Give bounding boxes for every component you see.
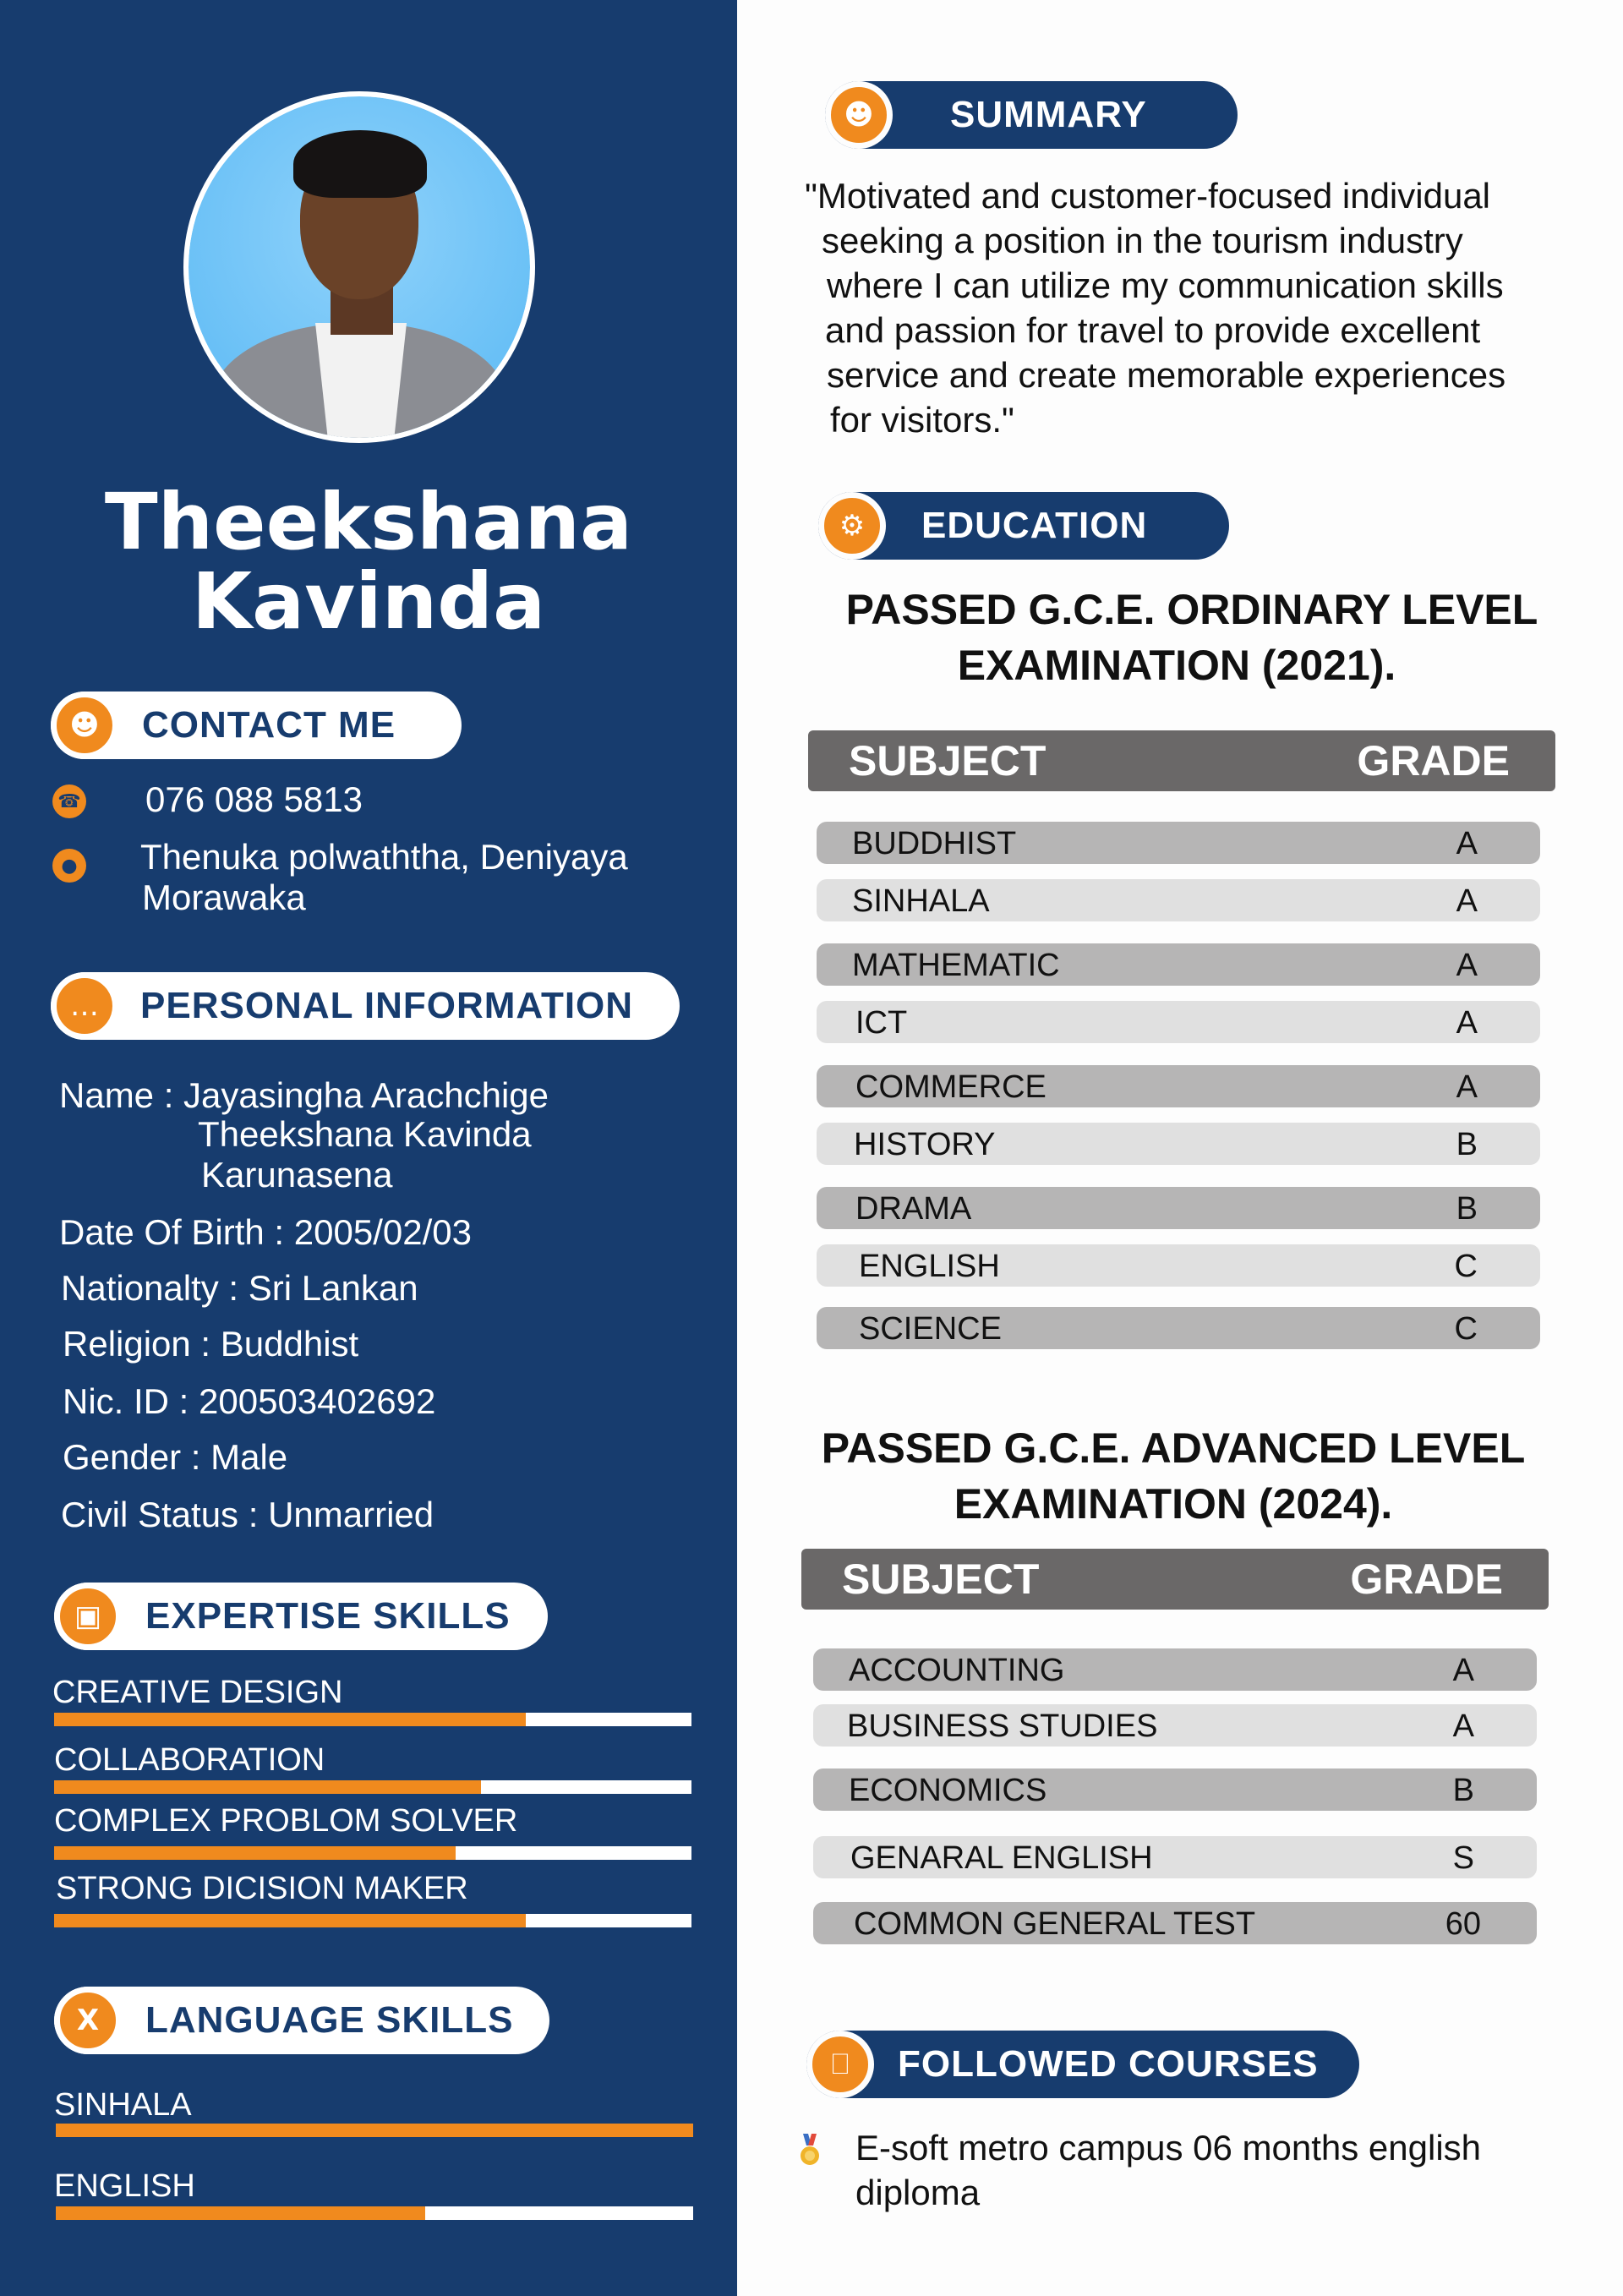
table-row: BUDDHIST A (817, 822, 1540, 864)
nic-id: Nic. ID : 200503402692 (63, 1381, 436, 1421)
head-gear-icon: ⚙ (818, 492, 886, 560)
language-label: SINHALA (54, 2087, 192, 2123)
summary-text: "Motivated and customer-focused individual seeking a position in the tourism industry where I can utilize my communication skills and passion for travel to provide excellent service and create memorable experiences for visitors." (805, 176, 1506, 440)
skill-bar (54, 1914, 691, 1927)
location-pin-icon: ● (52, 849, 86, 883)
date-of-birth: Date Of Birth : 2005/02/03 (59, 1212, 472, 1252)
skill-label: COMPLEX PROBLOM SOLVER (54, 1803, 518, 1839)
skill-bar (54, 1780, 691, 1794)
skill-bar (54, 1713, 691, 1726)
subject-column-header: SUBJECT (842, 1555, 1040, 1603)
address-line-1: Thenuka polwaththa, Deniyaya (140, 837, 628, 877)
last-name: Kavinda (191, 556, 546, 647)
personal-information-heading: … PERSONAL INFORMATION (51, 972, 680, 1040)
table-row: COMMERCE A (817, 1065, 1540, 1107)
table-row: BUSINESS STUDIES A (813, 1704, 1537, 1747)
ol-table-header (808, 730, 1555, 791)
grade-column-header: GRADE (1357, 737, 1510, 784)
ol-exam-title-line-2: EXAMINATION (2021). (957, 642, 1396, 689)
address-line-2: Morawaka (142, 877, 306, 917)
nationality: Nationalty : Sri Lankan (61, 1268, 418, 1308)
table-row: SCIENCE C (817, 1307, 1540, 1349)
summary-heading: ☻ SUMMARY (825, 81, 1238, 149)
expertise-skills-heading: ▣ EXPERTISE SKILLS (54, 1583, 548, 1650)
table-row: ENGLISH C (817, 1244, 1540, 1287)
grade-column-header: GRADE (1350, 1555, 1503, 1603)
language-bar (56, 2206, 693, 2220)
profile-photo (183, 91, 535, 443)
first-name: Theekshana (104, 477, 633, 567)
chat-icon: … (51, 972, 118, 1040)
al-table-header (801, 1549, 1549, 1610)
left-sidebar (0, 0, 737, 2296)
medal-icon (798, 2134, 822, 2168)
personal-name-line-2: Theekshana Kavinda (198, 1114, 532, 1154)
religion: Religion : Buddhist (63, 1324, 359, 1364)
education-heading: ⚙ EDUCATION (818, 492, 1229, 560)
user-icon: ☻ (51, 692, 118, 759)
personal-name-line-1: Name : Jayasingha Arachchige (59, 1075, 549, 1115)
table-row: ECONOMICS B (813, 1768, 1537, 1811)
table-row: ACCOUNTING A (813, 1648, 1537, 1691)
gender: Gender : Male (63, 1437, 288, 1477)
personal-name-line-3: Karunasena (201, 1155, 393, 1194)
al-exam-title-line-1: PASSED G.C.E. ADVANCED LEVEL (821, 1424, 1526, 1472)
phone-icon: ☎ (52, 784, 86, 818)
ol-exam-title-line-1: PASSED G.C.E. ORDINARY LEVEL (845, 586, 1538, 633)
xing-icon: X (54, 1987, 122, 2054)
language-skills-heading: X LANGUAGE SKILLS (54, 1987, 549, 2054)
course-item: E-soft metro campus 06 months english diploma (855, 2128, 1482, 2212)
table-row: SINHALA A (817, 879, 1540, 921)
language-bar (56, 2124, 693, 2137)
table-row: DRAMA B (817, 1187, 1540, 1229)
table-row: GENARAL ENGLISH S (813, 1836, 1537, 1878)
subject-column-header: SUBJECT (849, 737, 1046, 784)
skill-label: CREATIVE DESIGN (52, 1675, 343, 1710)
user-icon: ☻ (825, 81, 893, 149)
skill-label: COLLABORATION (54, 1742, 325, 1778)
monitor-icon: ⎕ (806, 2031, 874, 2098)
language-label: ENGLISH (54, 2168, 195, 2204)
phone-number: 076 088 5813 (145, 779, 363, 819)
skill-bar (54, 1846, 691, 1860)
table-row: MATHEMATIC A (817, 943, 1540, 986)
followed-courses-heading: ⎕ FOLLOWED COURSES (806, 2031, 1359, 2098)
contact-heading: ☻ CONTACT ME (51, 692, 462, 759)
al-exam-title-line-2: EXAMINATION (2024). (954, 1480, 1393, 1528)
table-row: COMMON GENERAL TEST 60 (813, 1902, 1537, 1944)
table-row: ICT A (817, 1001, 1540, 1043)
civil-status: Civil Status : Unmarried (61, 1495, 434, 1534)
table-row: HISTORY B (817, 1123, 1540, 1165)
skill-label: STRONG DICISION MAKER (56, 1871, 468, 1906)
briefcase-icon: ▣ (54, 1583, 122, 1650)
